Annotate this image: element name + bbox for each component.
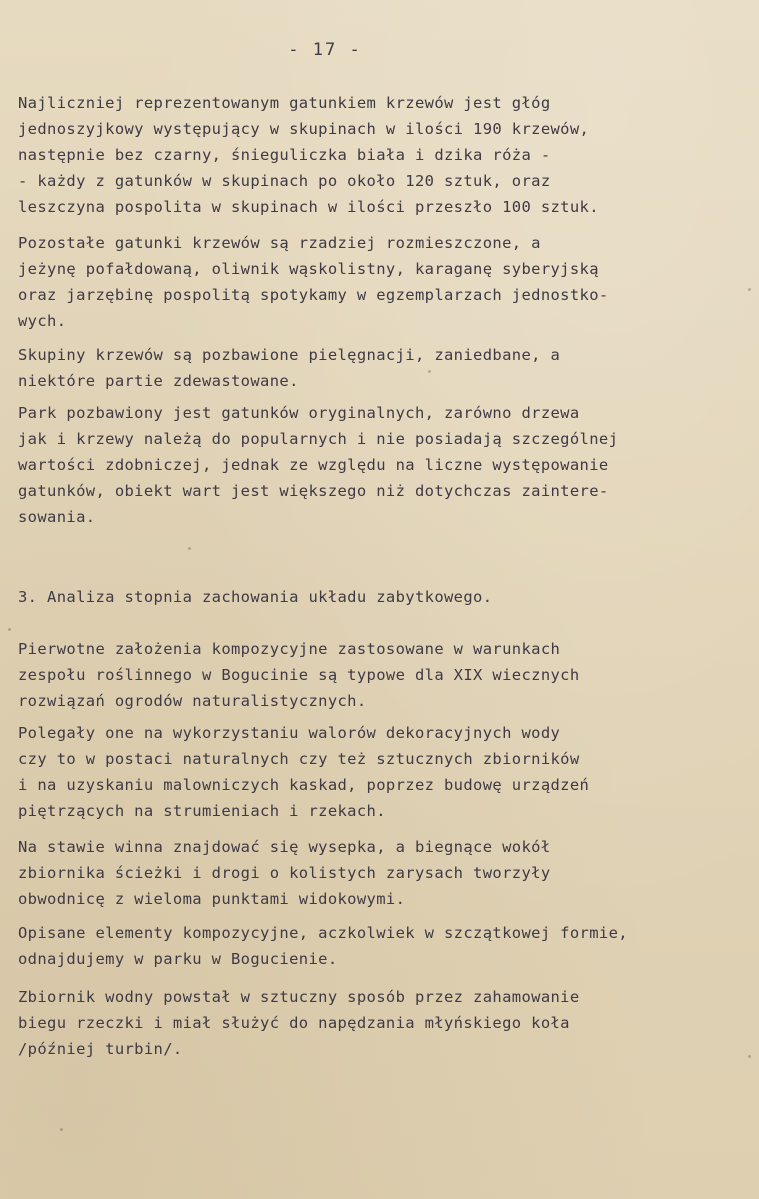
text-line: piętrzących na strumieniach i rzekach. xyxy=(18,802,386,820)
text-line: Pierwotne założenia kompozycyjne zastosowane w warunkach xyxy=(18,640,561,658)
text-line: Najliczniej reprezentowanym gatunkiem krzewów jest głóg xyxy=(18,94,551,112)
text-line: zbiornika ścieżki i drogi o kolistych zarysach tworzyły xyxy=(18,864,551,882)
paragraph-shrubs-species xyxy=(18,90,599,220)
text-line: Skupiny krzewów są pozbawione pielęgnacji, zaniedbane, a xyxy=(18,346,561,364)
text-line: jednoszyjkowy występujący w skupinach w ilości 190 krzewów, xyxy=(18,120,590,138)
paper-speck xyxy=(188,547,191,550)
paper-speck xyxy=(8,628,11,631)
text-line: niektóre partie zdewastowane. xyxy=(18,372,299,390)
paragraph-shrub-groups xyxy=(18,342,560,394)
text-line: Zbiornik wodny powstał w sztuczny sposób przez zahamowanie xyxy=(18,988,580,1006)
paragraph-other-shrubs xyxy=(18,230,609,334)
paper-speck xyxy=(60,1128,63,1131)
paper-speck xyxy=(748,1055,751,1058)
paragraph-water-features xyxy=(18,720,589,824)
text-line: gatunków, obiekt wart jest większego niż dotychczas zaintere- xyxy=(18,482,609,500)
text-line: Polegały one na wykorzystaniu walorów dekoracyjnych wody xyxy=(18,724,561,742)
paper-speck xyxy=(428,370,431,373)
text-line: Na stawie winna znajdować się wysepka, a biegnące wokół xyxy=(18,838,551,856)
paper-speck xyxy=(748,288,751,291)
text-line: i na uzyskaniu malowniczych kaskad, poprzez budowę urządzeń xyxy=(18,776,590,794)
text-line: wartości zdobniczej, jednak ze względu na liczne występowanie xyxy=(18,456,609,474)
text-line: jeżynę pofałdowaną, oliwnik wąskolistny, karaganę syberyjską xyxy=(18,260,599,278)
text-line: rozwiązań ogrodów naturalistycznych. xyxy=(18,692,367,710)
paragraph-original-assumptions xyxy=(18,636,580,714)
text-line: Park pozbawiony jest gatunków oryginalnych, zarówno drzewa xyxy=(18,404,580,422)
paragraph-island-paths xyxy=(18,834,551,912)
text-line: oraz jarzębinę pospolitą spotykamy w egzemplarzach jednostko- xyxy=(18,286,609,304)
text-line: Opisane elementy kompozycyjne, aczkolwiek w szczątkowej formie, xyxy=(18,924,628,942)
text-line: biegu rzeczki i miał służyć do napędzania młyńskiego koła xyxy=(18,1014,570,1032)
page-number: - 17 - xyxy=(288,40,362,60)
paragraph-reservoir xyxy=(18,984,580,1062)
text-line: wych. xyxy=(18,312,67,330)
text-line: jak i krzewy należą do popularnych i nie posiadają szczególnej xyxy=(18,430,619,448)
text-line: leszczyna pospolita w skupinach w ilości przeszło 100 sztuk. xyxy=(18,198,599,216)
text-line: sowania. xyxy=(18,508,96,526)
text-line: odnajdujemy w parku w Bogucienie. xyxy=(18,950,338,968)
text-line: czy to w postaci naturalnych czy też sztucznych zbiorników xyxy=(18,750,580,768)
text-line: obwodnicę z wieloma punktami widokowymi. xyxy=(18,890,406,908)
text-line: /później turbin/. xyxy=(18,1040,183,1058)
paragraph-park-value xyxy=(18,400,618,530)
text-line: następnie bez czarny, śnieguliczka biała i dzika róża - xyxy=(18,146,551,164)
text-line: Pozostałe gatunki krzewów są rzadziej rozmieszczone, a xyxy=(18,234,541,252)
text-line: - każdy z gatunków w skupinach po około 120 sztuk, oraz xyxy=(18,172,551,190)
paragraph-remaining-elements xyxy=(18,920,628,972)
section-heading: 3. Analiza stopnia zachowania układu zabytkowego. xyxy=(18,588,493,606)
text-line: zespołu roślinnego w Bogucinie są typowe dla XIX wiecznych xyxy=(18,666,580,684)
